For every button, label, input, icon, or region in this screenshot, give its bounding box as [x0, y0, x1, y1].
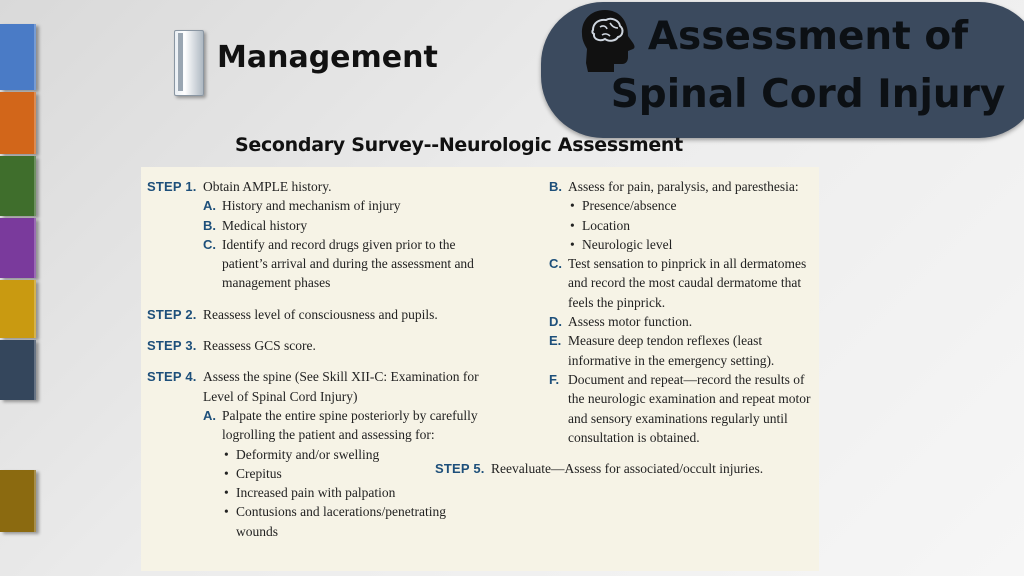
step-text: Obtain AMPLE history. [203, 179, 332, 194]
substep-text: Assess for pain, paralysis, and paresthesia: [568, 179, 799, 194]
substep-item [549, 254, 819, 312]
step-text: Reassess level of consciousness and pupils. [203, 306, 438, 322]
substep-item [549, 312, 819, 331]
step-text: Assess the spine (See Skill XII-C: Examination for Level of Spinal Cord Injury) [203, 369, 479, 404]
step-text: Reevaluate—Assess for associated/occult injuries. [491, 461, 764, 477]
substep-text: Medical history [222, 217, 308, 233]
steps-left-column [147, 177, 487, 553]
page-title: Management [217, 40, 438, 75]
substep-text: Palpate the entire spine posteriorly by carefully logrolling the patient and assessing for: [222, 407, 478, 443]
substep-letter: C. [203, 236, 216, 252]
blue-tab [0, 24, 36, 90]
title-bar-decoration [174, 30, 204, 96]
substep-text: Measure deep tendon reflexes (least informative in the emergency setting). [568, 333, 775, 368]
color-tab-strip [0, 0, 40, 576]
substep-text: Identify and record drugs given prior to the patient’s arrival and during the assessment and management phases [222, 236, 474, 291]
substep-letter: A. [203, 407, 216, 423]
bullet-item: • Crepitus [222, 464, 487, 483]
step-item [147, 305, 487, 324]
bullet-item: • Neurologic level [568, 235, 819, 254]
step-item [493, 177, 819, 447]
bullet-item: • Contusions and lacerations/penetrating wounds [222, 502, 487, 541]
substep-text: Document and repeat—record the results of the neurologic examination and repeat motor and sensory examinations regularly until consultation is obtained. [568, 371, 811, 445]
bullet-item: • Location [568, 216, 819, 235]
bullet-item: • Increased pain with palpation [222, 483, 487, 502]
substep-item [549, 331, 819, 370]
step-item [435, 459, 819, 478]
substep-text: Test sensation to pinprick in all dermatomes and record the most caudal dermatome that feels the pinprick. [568, 256, 807, 310]
substep-letter: A. [203, 198, 216, 214]
substep-item [203, 216, 487, 235]
step-text: Reassess GCS score. [203, 338, 316, 354]
step-item [147, 367, 487, 541]
step-item [147, 336, 487, 355]
section-subtitle: Secondary Survey--Neurologic Assessment [235, 134, 683, 156]
step-label: STEP 4. [147, 369, 197, 385]
steps-right-column [435, 177, 819, 490]
assessment-steps-document [141, 167, 819, 571]
gold-tab [0, 280, 36, 338]
banner-title: Assessment of Spinal Cord Injury [610, 14, 1006, 117]
substep-item [203, 196, 487, 215]
substep-text: Assess motor function. [568, 314, 693, 330]
olive-tab [0, 470, 36, 532]
step-label: STEP 1. [147, 179, 197, 194]
green-tab [0, 156, 36, 216]
step-item [147, 177, 487, 293]
substep-letter: D. [549, 314, 562, 330]
orange-tab [0, 92, 36, 154]
substep-letter: B. [549, 179, 562, 194]
step-label: STEP 3. [147, 338, 197, 354]
substep-text: History and mechanism of injury [222, 198, 401, 214]
substep-item [203, 235, 487, 293]
bullet-item: • Presence/absence [568, 196, 819, 215]
substep-letter: B. [203, 217, 216, 233]
substep-item [549, 370, 819, 447]
purple-tab [0, 218, 36, 278]
substep-letter: E. [549, 333, 562, 349]
navy-tab [0, 340, 36, 400]
substep-letter: C. [549, 256, 562, 272]
substep-letter: F. [549, 371, 560, 387]
bullet-item: • Deformity and/or swelling [222, 445, 487, 464]
step-label: STEP 5. [435, 461, 485, 477]
substep-item [549, 177, 819, 254]
step-label: STEP 2. [147, 306, 197, 322]
